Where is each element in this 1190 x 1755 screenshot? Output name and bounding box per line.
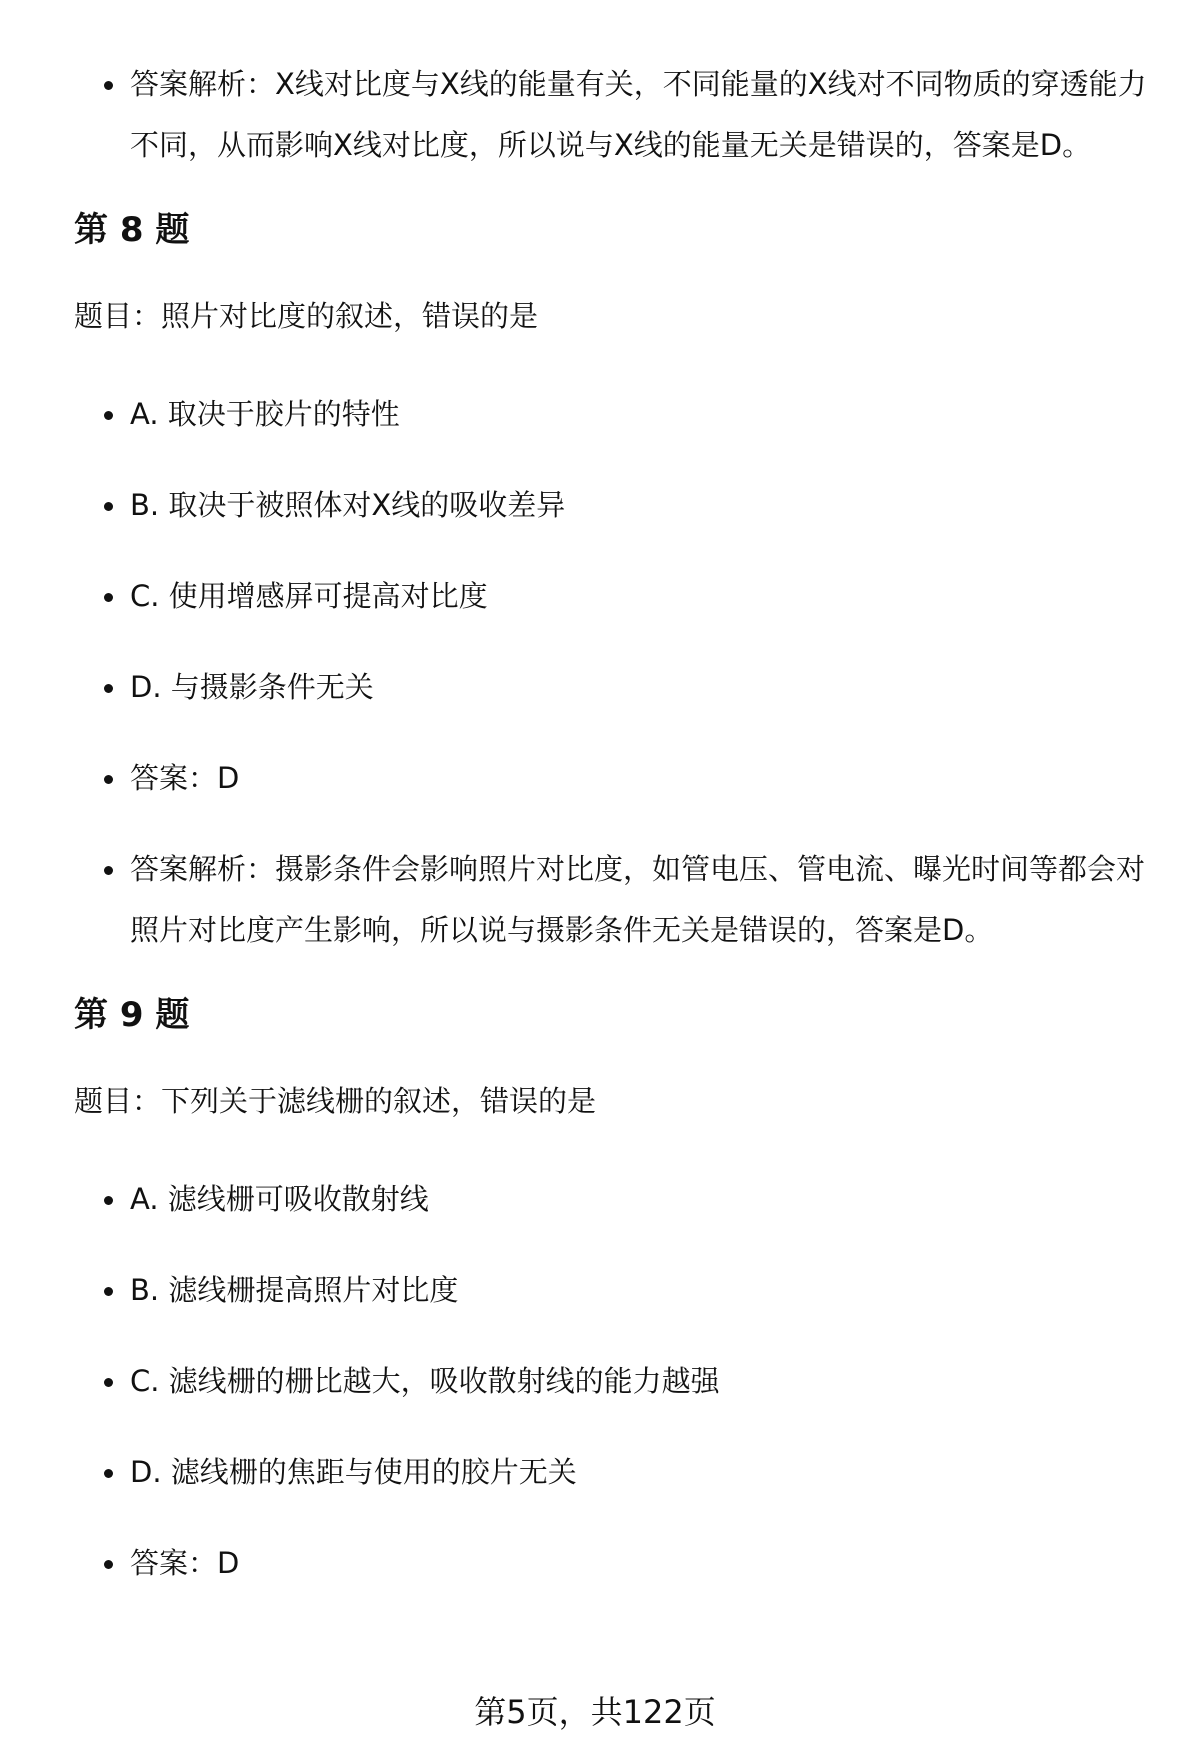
q9-option-b: B. 滤线栅提高照片对比度 xyxy=(74,1260,1154,1321)
q8-heading: 第 8 题 xyxy=(74,210,190,250)
q8-answer: 答案：D xyxy=(74,748,1154,809)
q7-explanation: 答案解析：X线对比度与X线的能量有关，不同能量的X线对不同物质的穿透能力不同，从而影响X线对比度，所以说与X线的能量无关是错误的，答案是D。 xyxy=(74,54,1154,176)
q9-option-a: A. 滤线栅可吸收散射线 xyxy=(74,1169,1154,1230)
q9-heading: 第 9 题 xyxy=(74,995,190,1035)
document-content xyxy=(74,54,1154,1624)
q8-option-c: C. 使用增感屏可提高对比度 xyxy=(74,566,1154,627)
q9-option-c: C. 滤线栅的栅比越大，吸收散射线的能力越强 xyxy=(74,1351,1154,1412)
q8-explanation: 答案解析：摄影条件会影响照片对比度，如管电压、管电流、曝光时间等都会对照片对比度产生影响，所以说与摄影条件无关是错误的，答案是D。 xyxy=(74,839,1154,961)
q8-option-d: D. 与摄影条件无关 xyxy=(74,657,1154,718)
question-8 xyxy=(74,206,1154,961)
q8-option-b: B. 取决于被照体对X线的吸收差异 xyxy=(74,475,1154,536)
q9-answer: 答案：D xyxy=(74,1533,1154,1594)
q8-question: 题目：照片对比度的叙述，错误的是 xyxy=(74,299,539,333)
q7-tail-list xyxy=(74,54,1154,176)
q9-option-d: D. 滤线栅的焦距与使用的胶片无关 xyxy=(74,1442,1154,1503)
q9-list xyxy=(74,1169,1154,1594)
question-9 xyxy=(74,991,1154,1594)
q9-question: 题目：下列关于滤线栅的叙述，错误的是 xyxy=(74,1084,597,1118)
page-footer: 第5页，共122页 xyxy=(474,1693,716,1731)
q8-option-a: A. 取决于胶片的特性 xyxy=(74,384,1154,445)
q8-list xyxy=(74,384,1154,961)
